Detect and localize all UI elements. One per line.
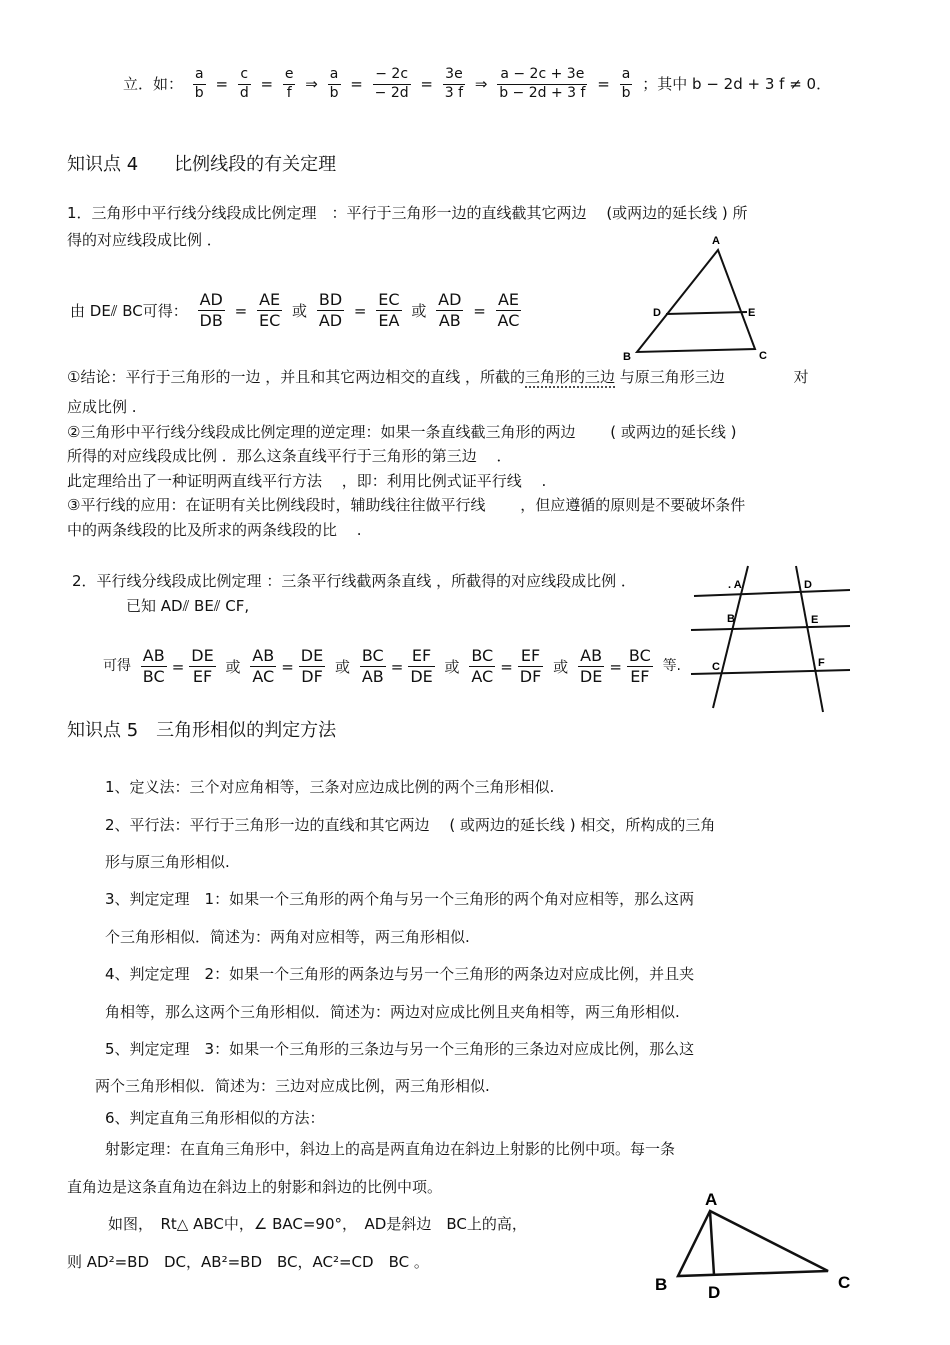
parallel-lines-figure — [688, 560, 854, 715]
fraction: $\frac{3e}{3 f}$ — [444, 66, 464, 101]
label-a: A — [705, 1190, 718, 1209]
top-formula: 立．如： $\frac{a}{b}$ = $\frac{c}{d}$ = $\frac{e}{f}$ ⇒ $\frac{a}{b}$ = $\frac{- 2c}{- 2d}$ = $\frac{3e}{3 f}$ ⇒ $\frac{a - 2c + 3e}{b - 2d + 3 f}$ = $\frac{a}{b}$ ；其中 b − 2d + 3 f ≠ 0． — [123, 66, 832, 101]
method3-line1: 3、判定定理 1：如果一个三角形的两个角与另一个三角形的两个角对应相等，那么这两 — [105, 890, 695, 908]
altitude-ad — [710, 1211, 714, 1275]
fraction: $\frac{AD}{DB}$ — [199, 290, 223, 330]
fraction: $\frac{a}{b}$ — [329, 66, 339, 101]
proportion-pair: $\frac{AB}{BC}$ = $\frac{DE}{EF}$ — [142, 646, 214, 686]
label-e: E — [811, 614, 819, 626]
fraction: $\frac{AE}{EC}$ — [258, 290, 281, 330]
example-line2: 则 AD²=BD DC，AB²=BD BC，AC²=CD BC 。 — [67, 1253, 429, 1271]
fraction: $\frac{c}{d}$ — [239, 66, 249, 101]
label-d: D — [708, 1283, 721, 1302]
method4-line2: 角相等，那么这两个三角形相似．简述为：两边对应成比例且夹角相等，两三角形相似. — [105, 1003, 680, 1021]
conclusion1-line1: ①结论：平行于三角形的一边 ，并且和其它两边相交的直线 ，所截的三角形的三边 与原三角形三边 对 — [67, 368, 809, 386]
section-title-kp5: 知识点 5 三角形相似的判定方法 — [67, 720, 337, 741]
conclusion2-line1: ②三角形中平行线分线段成比例定理的逆定理：如果一条直线截三角形的两边 ( 或两边的延长线 ) — [67, 423, 737, 441]
parallel-line-2 — [691, 626, 850, 630]
label-d: D — [653, 307, 661, 319]
method5-line1: 5、判定定理 3：如果一个三角形的三条边与另一个三角形的三条边对应成比例，那么这 — [105, 1040, 695, 1058]
proportion-pair: $\frac{AB}{DE}$ = $\frac{BC}{EF}$ — [579, 646, 651, 686]
projection-theorem-line2: 直角边是这条直角边在斜边上的射影和斜边的比例中项。 — [67, 1178, 443, 1196]
theorem2-given: 已知 AD⫽ BE⫽ CF, — [126, 597, 250, 615]
fraction: $\frac{e}{f}$ — [284, 66, 294, 101]
label-c: C — [759, 350, 767, 362]
top-suffix: ；其中 b − 2d + 3 f ≠ 0． — [642, 75, 832, 93]
fraction: $\frac{EC}{EA}$ — [378, 290, 400, 330]
proportion-pair: $\frac{BC}{AC}$ = $\frac{EF}{DF}$ — [471, 646, 542, 686]
fraction: $\frac{AD}{AB}$ — [438, 290, 462, 330]
proportion-pair: $\frac{BC}{AB}$ = $\frac{EF}{DE}$ — [361, 646, 433, 686]
label-b: B — [655, 1275, 668, 1294]
conclusion3-line1: ③平行线的应用：在证明有关比例线段时，辅助线往往做平行线 ，但应遵循的原则是不要破坏条件 — [67, 496, 746, 514]
theorem2-line1: 2．平行线分线段成比例定理 ：三条平行线截两条直线 ，所截得的对应线段成比例 ． — [72, 572, 636, 590]
label-f: F — [818, 657, 825, 669]
method6: 6、判定直角三角形相似的方法： — [105, 1109, 325, 1127]
fraction: $\frac{a}{b}$ — [621, 66, 631, 101]
method3-line2: 个三角形相似．简述为：两角对应相等，两三角形相似. — [105, 928, 470, 946]
method1: 1、定义法：三个对应角相等，三条对应边成比例的两个三角形相似. — [105, 778, 555, 796]
fraction: $\frac{- 2c}{- 2d}$ — [374, 66, 409, 101]
label-d: D — [804, 579, 812, 591]
label-a: . A — [728, 579, 742, 591]
label-e: E — [748, 307, 756, 319]
conclusion2-line3: 此定理给出了一种证明两直线平行方法 ，即：利用比例式证平行线 . — [67, 472, 547, 490]
method5-line2: 两个三角形相似．简述为：三边对应成比例，两三角形相似. — [95, 1077, 490, 1095]
right-triangle-figure — [650, 1185, 860, 1305]
conclusion2-line2: 所得的对应线段成比例 ．那么这条直线平行于三角形的第三边 ． — [67, 447, 512, 465]
label-c: C — [712, 661, 720, 673]
parallel-line-1 — [694, 590, 850, 596]
method2-line1: 2、平行法：平行于三角形一边的直线和其它两边 ( 或两边的延长线 ) 相交，所构成的三角 — [105, 816, 716, 834]
label-b: B — [623, 351, 631, 363]
fraction: $\frac{BD}{AD}$ — [318, 290, 343, 330]
triangle-abc — [678, 1211, 828, 1276]
label-a: A — [712, 235, 720, 247]
de-bc-proportions: 由 DE⫽ BC可得： $\frac{AD}{DB}$ = $\frac{AE}{EC}$ 或 $\frac{BD}{AD}$ = $\frac{EC}{EA}$ 或 $\frac{AD}{AB}$ = $\frac{AE}{AC}$ — [70, 290, 520, 330]
method2-line2: 形与原三角形相似. — [105, 853, 230, 871]
theorem2-proportions: 可得 $\frac{AB}{BC}$ = $\frac{DE}{EF}$ 或 $\frac{AB}{AC}$ = $\frac{DE}{DF}$ 或 $\frac{BC}{AB}$ = $\frac{EF}{DE}$ 或 $\frac{BC}{AC}$ = $\frac{EF}{DF}$ 或 $\frac{AB}{DE}$ = $\frac{BC}{EF}$ 等. — [103, 646, 682, 686]
example-line1: 如图， Rt△ ABC中，∠ BAC=90°， AD是斜边 BC上的高， — [108, 1215, 527, 1233]
theorem1-line1: 1．三角形中平行线分线段成比例定理 ：平行于三角形一边的直线截其它两边 (或两边的延长线 ) 所 — [67, 204, 748, 222]
fraction: $\frac{a - 2c + 3e}{b - 2d + 3 f}$ — [499, 66, 586, 101]
projection-theorem-line1: 射影定理：在直角三角形中，斜边上的高是两直角边在斜边上射影的比例中项。每一条 — [105, 1140, 676, 1158]
label-c: C — [838, 1273, 851, 1292]
fraction: $\frac{a}{b}$ — [194, 66, 204, 101]
segment-de — [666, 312, 747, 314]
method4-line1: 4、判定定理 2：如果一个三角形的两条边与另一个三角形的两条边对应成比例，并且夹 — [105, 965, 695, 983]
triangle-figure-1 — [620, 232, 770, 367]
conclusion3-line2: 中的两条线段的比及所求的两条线段的比 . — [67, 521, 362, 539]
top-prefix: 立．如： — [123, 75, 184, 93]
section-title-kp4: 知识点 4 比例线段的有关定理 — [67, 154, 337, 175]
fraction: $\frac{AE}{AC}$ — [497, 290, 520, 330]
conclusion1-line2: 应成比例 . — [67, 398, 137, 416]
proportion-pair: $\frac{AB}{AC}$ = $\frac{DE}{DF}$ — [252, 646, 324, 686]
theorem1-line2: 得的对应线段成比例 ． — [67, 231, 222, 249]
triangle-abc — [637, 250, 755, 352]
label-b: B — [727, 613, 735, 625]
